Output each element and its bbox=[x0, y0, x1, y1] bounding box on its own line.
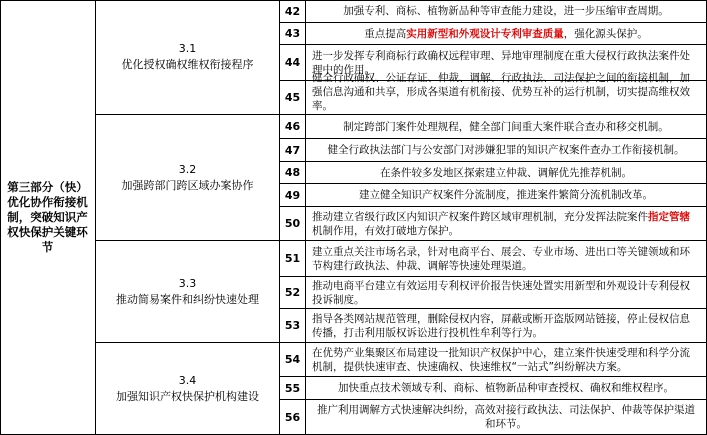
item-text: 建立重点关注市场名录，针对电商平台、展会、专业市场、进出口等关键领域和环节构建行政执法、仲裁、调解等快速处理渠道。 bbox=[312, 245, 690, 272]
item-description bbox=[306, 400, 707, 435]
item-description bbox=[306, 377, 707, 400]
item-text: 健全行政执法部门与公安部门对涉嫌犯罪的知识产权案件查办工作衔接机制。 bbox=[327, 144, 685, 156]
item-text: 推动电商平台建立有效运用专利权评价报告快速处置实用新型和外观设计专利侵权投诉制度。 bbox=[312, 279, 690, 306]
item-number: 44 bbox=[280, 45, 306, 81]
section-number: 3.2 bbox=[178, 162, 197, 176]
item-description bbox=[306, 0, 707, 23]
item-number: 46 bbox=[280, 115, 306, 139]
item-description bbox=[306, 309, 707, 343]
section-cell bbox=[96, 241, 280, 343]
item-text: 加强专利、商标、植物新品种等审查能力建设，进一步压缩审查周期。 bbox=[343, 5, 669, 17]
item-text: 加快重点技术领域专利、商标、植物新品种审查授权、确权和维权程序。 bbox=[338, 382, 674, 394]
item-number: 55 bbox=[280, 377, 306, 400]
item-number: 54 bbox=[280, 343, 306, 377]
part-title: 第三部分（快）优化协作衔接机制，突破知识产权快保护关键环节 bbox=[7, 179, 88, 254]
item-number: 43 bbox=[280, 23, 306, 45]
item-text: 制定跨部门案件处理规程，健全部门间重大案件联合查办和移交机制。 bbox=[343, 120, 669, 133]
item-description bbox=[306, 162, 707, 184]
section-number: 3.1 bbox=[178, 42, 197, 55]
highlight-text: 实用新型和外观设计专利审查质量 bbox=[406, 27, 564, 40]
item-number: 56 bbox=[280, 400, 306, 435]
item-number: 52 bbox=[280, 277, 306, 309]
item-text: 推广利用调解方式快速解决纠纷，高效对接行政执法、司法保护、仲裁等保护渠道和环节。 bbox=[317, 404, 695, 430]
section-title: 优化授权确权维权衔接程序 bbox=[121, 58, 254, 71]
section-cell bbox=[96, 0, 280, 115]
item-description bbox=[306, 23, 707, 45]
item-text: 指导各类网站规范管理，删除侵权内容，屏蔽或断开盗版网站链接，停止侵权信息传播，打击利用版权诉讼进行投机性牟利等行为。 bbox=[312, 312, 690, 339]
item-description bbox=[306, 184, 707, 207]
item-description bbox=[306, 343, 707, 377]
item-description bbox=[306, 241, 707, 277]
item-description bbox=[306, 115, 707, 139]
item-description bbox=[306, 207, 707, 241]
item-number: 47 bbox=[280, 139, 306, 162]
item-text: 在条件较多发地区探索建立仲裁、调解优先推荐机制。 bbox=[380, 166, 632, 179]
item-number: 42 bbox=[280, 0, 306, 23]
section-title: 推动简易案件和纠纷快速处理 bbox=[116, 292, 259, 306]
item-text: 健全行政确权、公证存证、仲裁、调解、行政执法、司法保护之间的衔接机制，加强信息沟通和共享，形成各渠道有机衔接、优势互补的运行机制，切实提高维权效率。 bbox=[312, 72, 690, 112]
section-title: 加强知识产权快保护机构建设 bbox=[116, 389, 259, 403]
item-number: 51 bbox=[280, 241, 306, 277]
item-text: 建立健全知识产权案件分流制度，推进案件繁简分流机制改革。 bbox=[359, 189, 653, 201]
section-cell bbox=[96, 343, 280, 435]
item-number: 45 bbox=[280, 81, 306, 115]
item-number: 50 bbox=[280, 207, 306, 241]
section-number: 3.3 bbox=[178, 276, 197, 290]
item-description bbox=[306, 72, 707, 115]
item-text: 重点提高实用新型和外观设计专利审查质量，强化源头保护。 bbox=[364, 27, 648, 40]
section-cell bbox=[96, 115, 280, 241]
item-text: 推动建立省级行政区内知识产权案件跨区域审理机制，充分发挥法院案件指定管辖机制作用，有效打破地方保护。 bbox=[312, 210, 690, 237]
highlight-text: 指定管辖 bbox=[648, 210, 690, 223]
item-number: 49 bbox=[280, 184, 306, 207]
part-title-cell bbox=[0, 0, 96, 435]
item-text: 进一步发挥专利商标行政确权远程审理、异地审理制度在重大侵权行政执法案件处理中的作用。 bbox=[312, 49, 690, 76]
item-description bbox=[306, 277, 707, 309]
item-description bbox=[306, 139, 707, 162]
section-number: 3.4 bbox=[178, 373, 197, 387]
item-number: 48 bbox=[280, 162, 306, 184]
item-number: 53 bbox=[280, 309, 306, 343]
item-text: 在优势产业集聚区布局建设一批知识产权保护中心，建立案件快速受理和科学分流机制，提供快速审查、快速确权、快速维权“一站式”纠纷解决方案。 bbox=[312, 346, 690, 373]
section-title: 加强跨部门跨区域办案协作 bbox=[121, 178, 254, 192]
